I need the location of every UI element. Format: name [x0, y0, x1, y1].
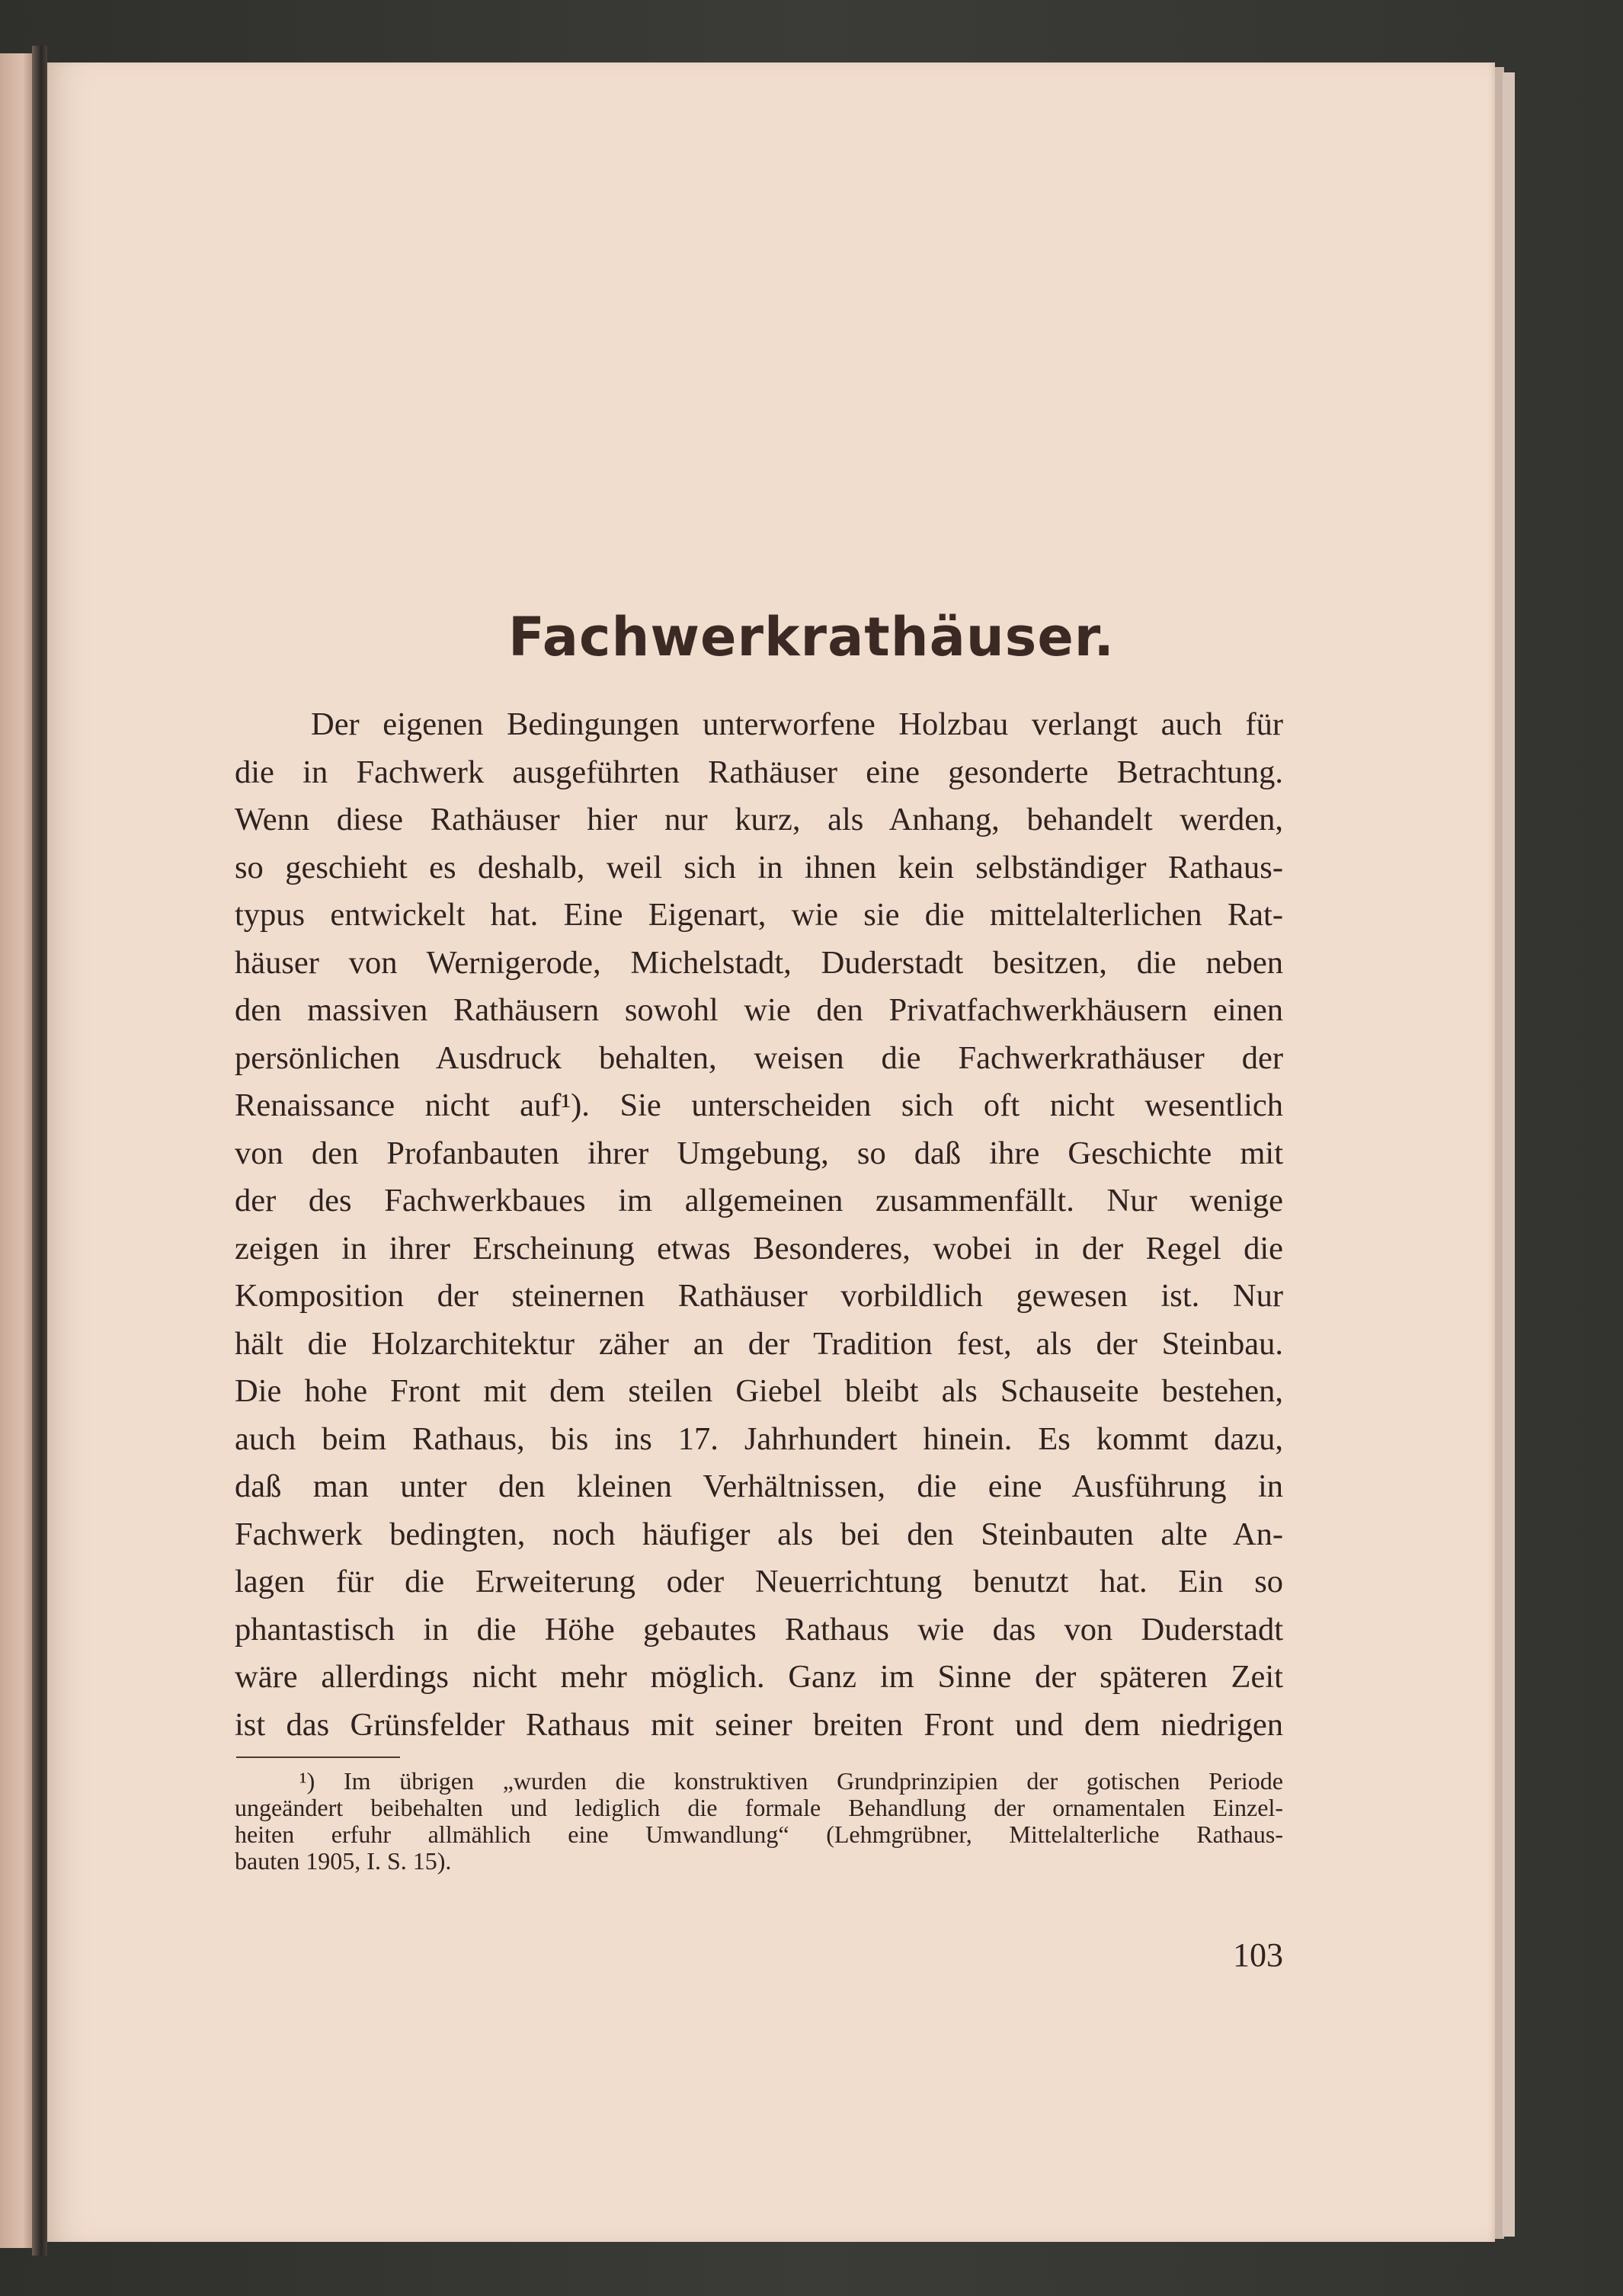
body-line: den massiven Rathäusern sowohl wie den Privatfachwerkhäusern einen: [235, 992, 1283, 1028]
body-line: lagen für die Erweiterung oder Neuerrichtung benutzt hat. Ein so: [235, 1564, 1283, 1600]
page-number: 103: [1233, 1936, 1283, 1974]
body-line: so geschieht es deshalb, weil sich in ihnen kein selbständiger Rathaus-: [235, 849, 1283, 885]
body-line: daß man unter den kleinen Verhältnissen, die eine Ausführung in: [235, 1468, 1283, 1504]
body-line: phantastisch in die Höhe gebautes Rathaus wie das von Duderstadt: [235, 1611, 1283, 1648]
body-line: Der eigenen Bedingungen unterworfene Holzbau verlangt auch für: [311, 706, 1283, 742]
footnote-line: bauten 1905, I. S. 15).: [235, 1847, 452, 1875]
footnote-separator: [236, 1756, 400, 1758]
chapter-title: Fachwerkrathäuser.: [508, 606, 1115, 668]
body-line: persönlichen Ausdruck behalten, weisen die Fachwerkrathäuser der: [235, 1039, 1283, 1076]
body-line: zeigen in ihrer Erscheinung etwas Besonderes, wobei in der Regel die: [235, 1230, 1283, 1266]
facing-page-edge: [0, 53, 32, 2248]
body-line: auch beim Rathaus, bis ins 17. Jahrhundert hinein. Es kommt dazu,: [235, 1420, 1283, 1457]
footnote-line: heiten erfuhr allmählich eine Umwandlung“ (Lehmgrübner, Mittelalterliche Rathaus-: [235, 1820, 1283, 1848]
body-line: die in Fachwerk ausgeführten Rathäuser eine gesonderte Betrachtung.: [235, 754, 1283, 790]
page-edge: [1503, 72, 1515, 2237]
body-line: von den Profanbauten ihrer Umgebung, so daß ihre Geschichte mit: [235, 1135, 1283, 1171]
body-line: Wenn diese Rathäuser hier nur kurz, als Anhang, behandelt werden,: [235, 802, 1283, 837]
body-line: der des Fachwerkbaues im allgemeinen zusammenfällt. Nur wenige: [235, 1183, 1283, 1218]
body-line: Komposition der steinernen Rathäuser vorbildlich gewesen ist. Nur: [235, 1278, 1283, 1314]
body-line: häuser von Wernigerode, Michelstadt, Duderstadt besitzen, die neben: [235, 944, 1283, 981]
body-line: ist das Grünsfelder Rathaus mit seiner breiten Front und dem niedrigen: [235, 1706, 1283, 1743]
body-line: Die hohe Front mit dem steilen Giebel bleibt als Schauseite bestehen,: [235, 1373, 1283, 1409]
book-gutter: [32, 46, 47, 2256]
footnote-line: ungeändert beibehalten und lediglich die formale Behandlung der ornamentalen Einzel-: [235, 1794, 1283, 1821]
body-line: hält die Holzarchitektur zäher an der Tradition fest, als der Steinbau.: [235, 1325, 1283, 1362]
body-line: typus entwickelt hat. Eine Eigenart, wie sie die mittelalterlichen Rat-: [235, 897, 1283, 933]
body-line: Renaissance nicht auf¹). Sie unterscheiden sich oft nicht wesentlich: [235, 1087, 1283, 1123]
body-line: Fachwerk bedingten, noch häufiger als bei den Steinbauten alte An-: [235, 1516, 1283, 1552]
footnote: [235, 1768, 1283, 1875]
body-line: wäre allerdings nicht mehr möglich. Ganz im Sinne der späteren Zeit: [235, 1659, 1283, 1695]
body-text: [235, 701, 1283, 1749]
footnote-line: ¹) Im übrigen „wurden die konstruktiven Grundprinzipien der gotischen Periode: [299, 1767, 1283, 1795]
